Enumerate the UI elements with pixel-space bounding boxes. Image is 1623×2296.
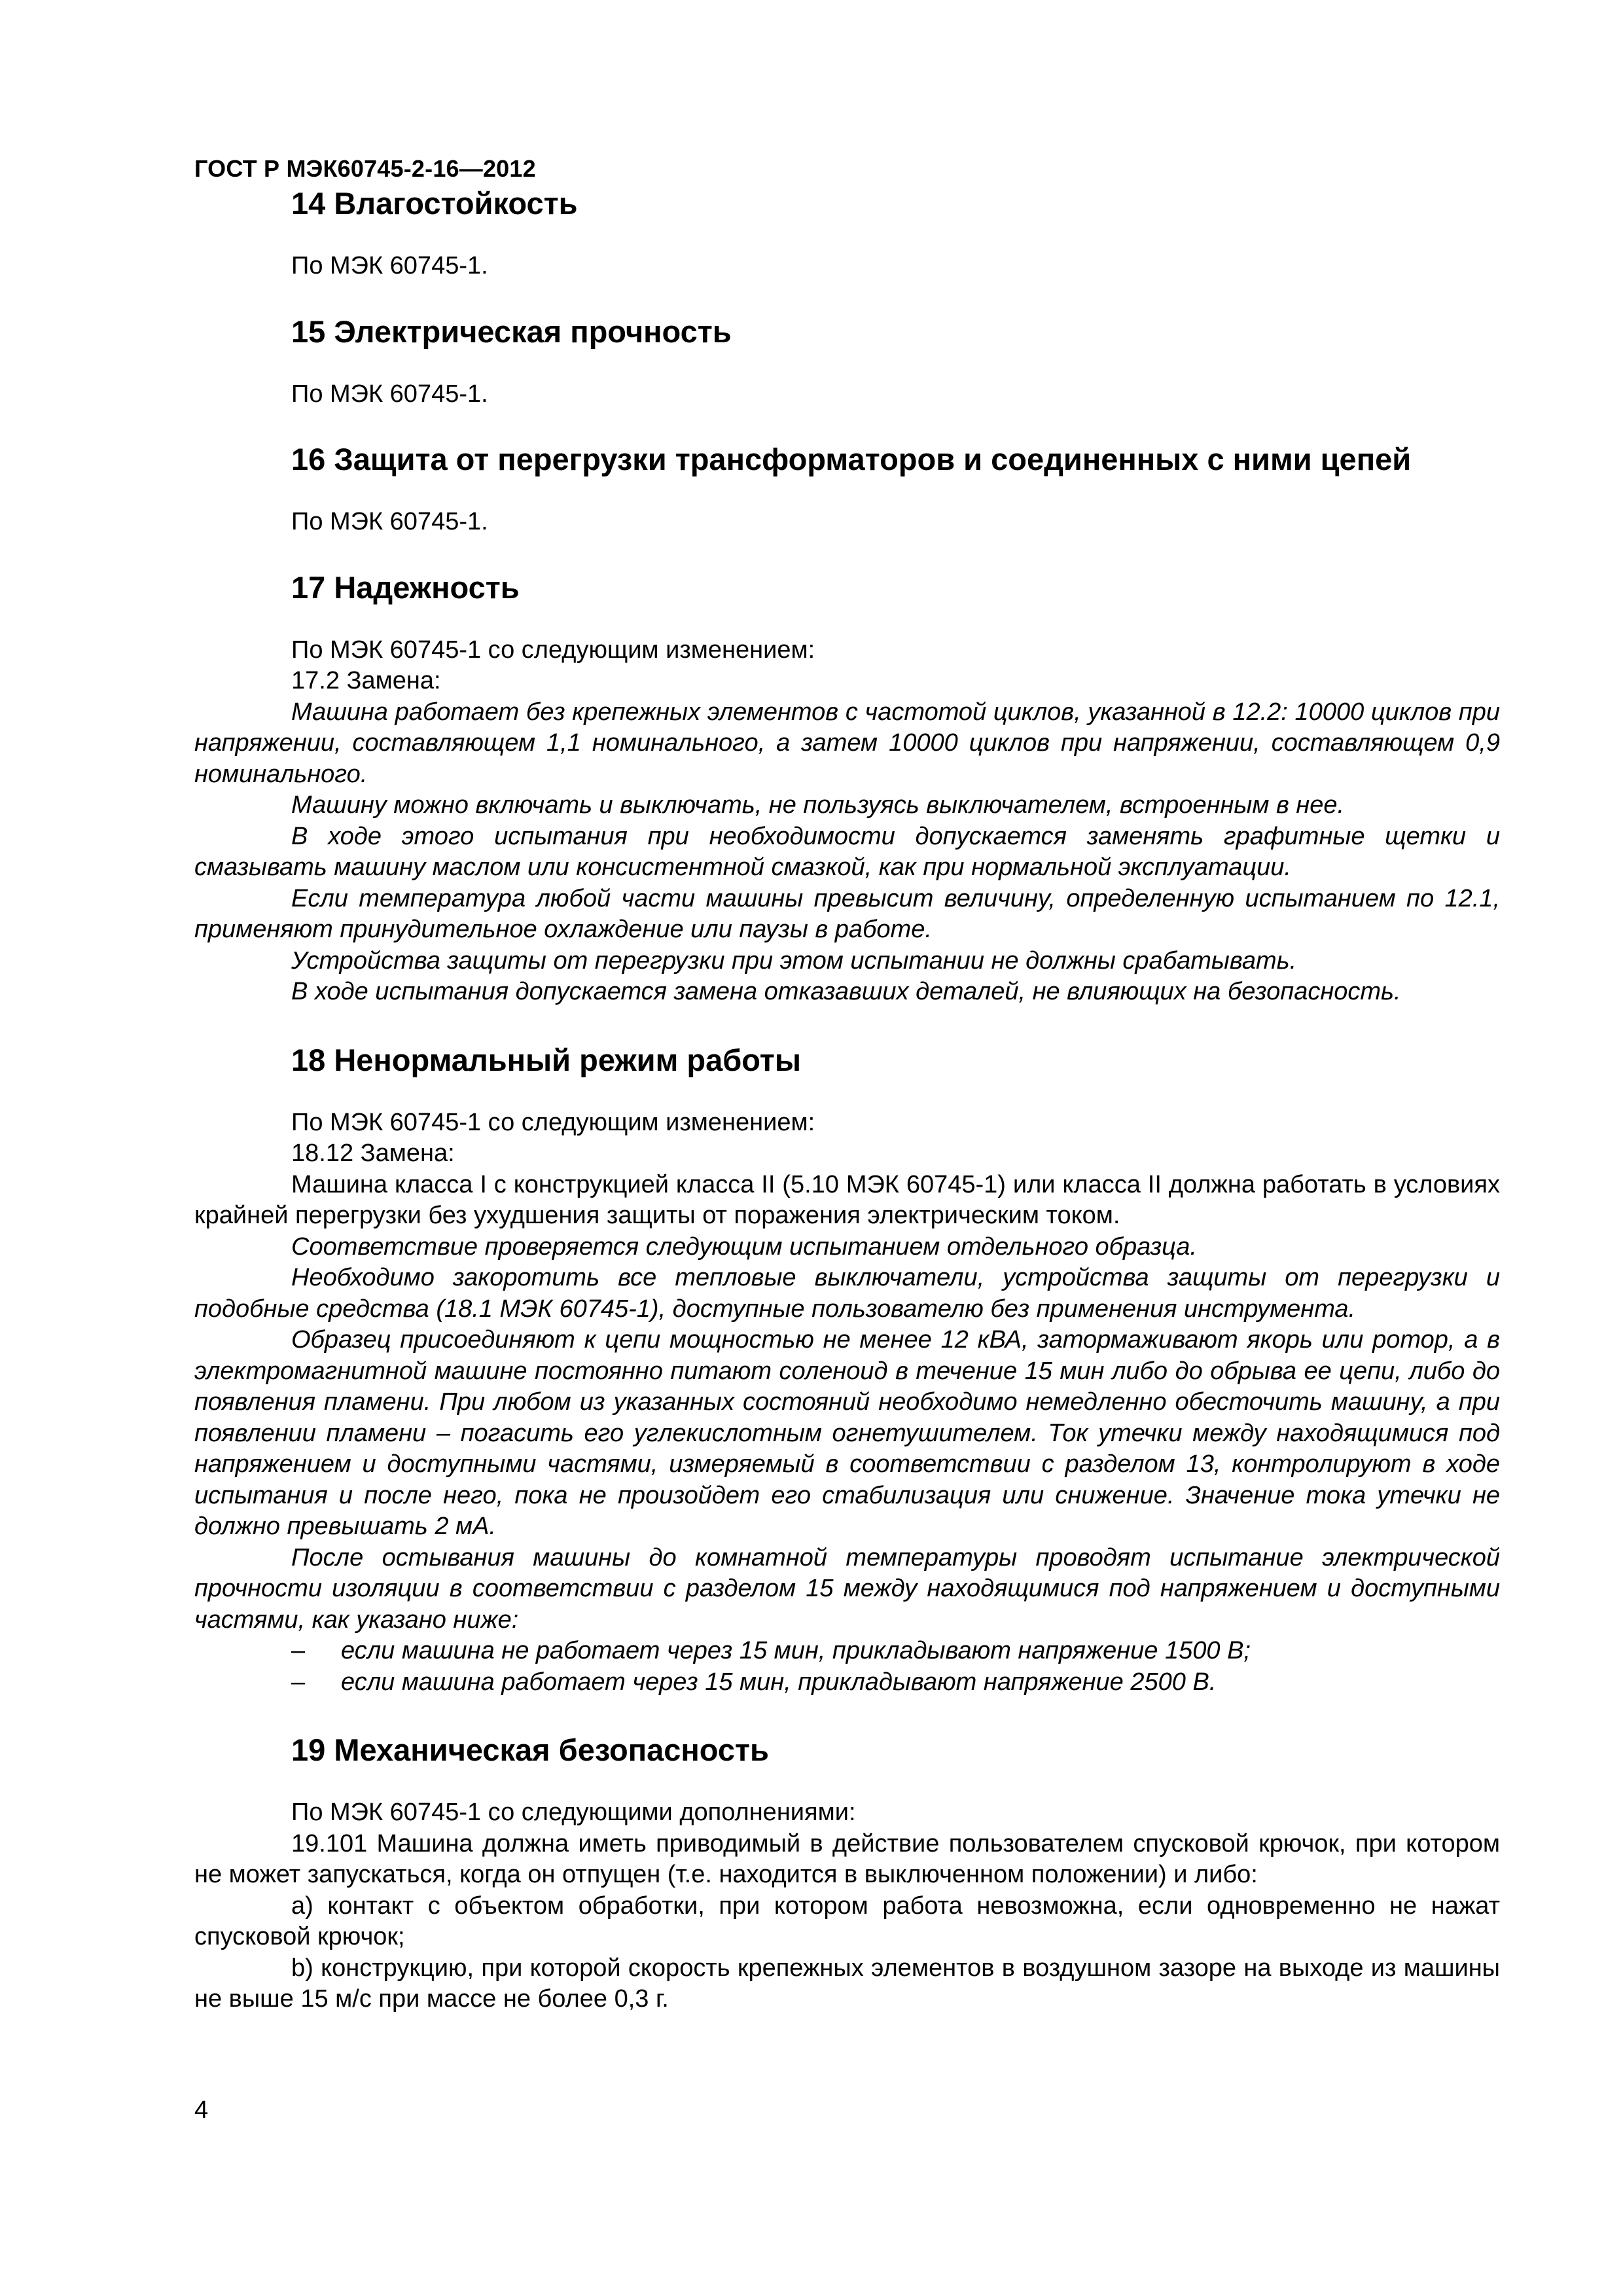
- dash-marker: –: [291, 1637, 306, 1664]
- section-16-title: 16 Защита от перегрузки трансформаторов и соединенных с ними цепей: [291, 442, 1412, 476]
- list-item-text: если машина не работает через 15 мин, прикладывают напряжение 1500 В;: [341, 1637, 1251, 1664]
- section-19-paragraph: a) контакт с объектом обработки, при котором работа невозможна, если одновременно не нажат спусковой крючок;: [194, 1892, 1500, 1950]
- section-15-body: По МЭК 60745-1.: [291, 380, 488, 408]
- section-18-title: 18 Ненормальный режим работы: [291, 1042, 801, 1077]
- section-16-body: По МЭК 60745-1.: [291, 508, 488, 535]
- section-14-title: 14 Влагостойкость: [291, 186, 578, 221]
- section-17-paragraph: Машину можно включать и выключать, не пользуясь выключателем, встроенным в нее.: [291, 791, 1345, 819]
- list-item: [194, 1667, 1500, 1698]
- section-19-intro: По МЭК 60745-1 со следующими дополнениями:: [291, 1799, 856, 1826]
- list-item-text: если машина работает через 15 мин, прикладывают напряжение 2500 В.: [341, 1668, 1217, 1696]
- list-item: [194, 1636, 1500, 1667]
- section-17-paragraph: Машина работает без крепежных элементов с частотой циклов, указанной в 12.2: 10000 циклов при напряжении, составляющем 1,1 номинального, а затем 10000 циклов при напряжении, составляющем 0,9 номинального.: [194, 698, 1500, 788]
- section-18-paragraph: Соответствие проверяется следующим испытанием отдельного образца.: [291, 1232, 1197, 1261]
- section-18-paragraph: Машина класса I с конструкцией класса II (5.10 МЭК 60745-1) или класса II должна работать в условиях крайней перегрузки без ухудшения защиты от поражения электрическим током.: [194, 1170, 1500, 1229]
- section-15-title: 15 Электрическая прочность: [291, 314, 732, 349]
- section-17-paragraph: В ходе этого испытания при необходимости допускается заменять графитные щетки и смазывать машину маслом или консистентной смазкой, как при нормальной эксплуатации.: [194, 822, 1500, 881]
- section-18-paragraph: Необходимо закоротить все тепловые выключатели, устройства защиты от перегрузки и подобные средства (18.1 МЭК 60745-1), доступные пользователю без применения инструмента.: [194, 1264, 1500, 1323]
- section-17-title: 17 Надежность: [291, 569, 520, 605]
- section-18-paragraph: Образец присоединяют к цепи мощностью не менее 12 кВА, затормаживают якорь или ротор, а в электромагнитной машине постоянно питают соленоид в течение 15 мин либо до обрыва ее цепи, либо до появления пламени. При любом из указанных состояний необходимо немедленно обесточить машину, а при появлении пламени – погасить его углекислотным огнетушителем. Ток утечки между находящимися под напряжением и доступными частями, измеряемый в соответствии с разделом 13, контролируют в ходе испытания и после него, пока не произойдет его стабилизация или снижение. Значение тока утечки не должно превышать 2 мА.: [194, 1326, 1500, 1540]
- section-19-paragraph: 19.101 Машина должна иметь приводимый в действие пользователем спусковой крючок, при котором не может запускаться, когда он отпущен (т.е. находится в выключенном положении) и либо:: [194, 1829, 1500, 1888]
- section-18-intro: По МЭК 60745-1 со следующим изменением:: [291, 1108, 815, 1136]
- section-17-paragraph: В ходе испытания допускается замена отказавших деталей, не влияющих на безопасность.: [291, 978, 1401, 1005]
- section-18-sub: 18.12 Замена:: [291, 1139, 455, 1167]
- page-number: 4: [194, 2096, 209, 2124]
- section-19-paragraph: b) конструкцию, при которой скорость крепежных элементов в воздушном зазоре на выходе из машины не выше 15 м/с при массе не более 0,3 г.: [194, 1954, 1500, 2013]
- document-header: ГОСТ Р МЭК60745-2-16—2012: [194, 155, 536, 182]
- section-17-paragraph: Если температура любой части машины превысит величину, определенную испытанием по 12.1, применяют принудительное охлаждение или паузы в работе.: [194, 884, 1500, 943]
- section-14-body: По МЭК 60745-1.: [291, 252, 488, 279]
- document-body: [194, 185, 1500, 2015]
- section-18-paragraph: После остывания машины до комнатной температуры проводят испытание электрической прочности изоляции в соответствии с разделом 15 между находящимися под напряжением и доступными частями, как указано ниже:: [194, 1543, 1500, 1634]
- section-17-intro: По МЭК 60745-1 со следующим изменением:: [291, 636, 815, 664]
- section-17-sub: 17.2 Замена:: [291, 667, 441, 694]
- section-17-paragraph: Устройства защиты от перегрузки при этом испытании не должны срабатывать.: [291, 946, 1297, 975]
- section-19-title: 19 Механическая безопасность: [291, 1732, 769, 1767]
- dash-marker: –: [291, 1668, 306, 1696]
